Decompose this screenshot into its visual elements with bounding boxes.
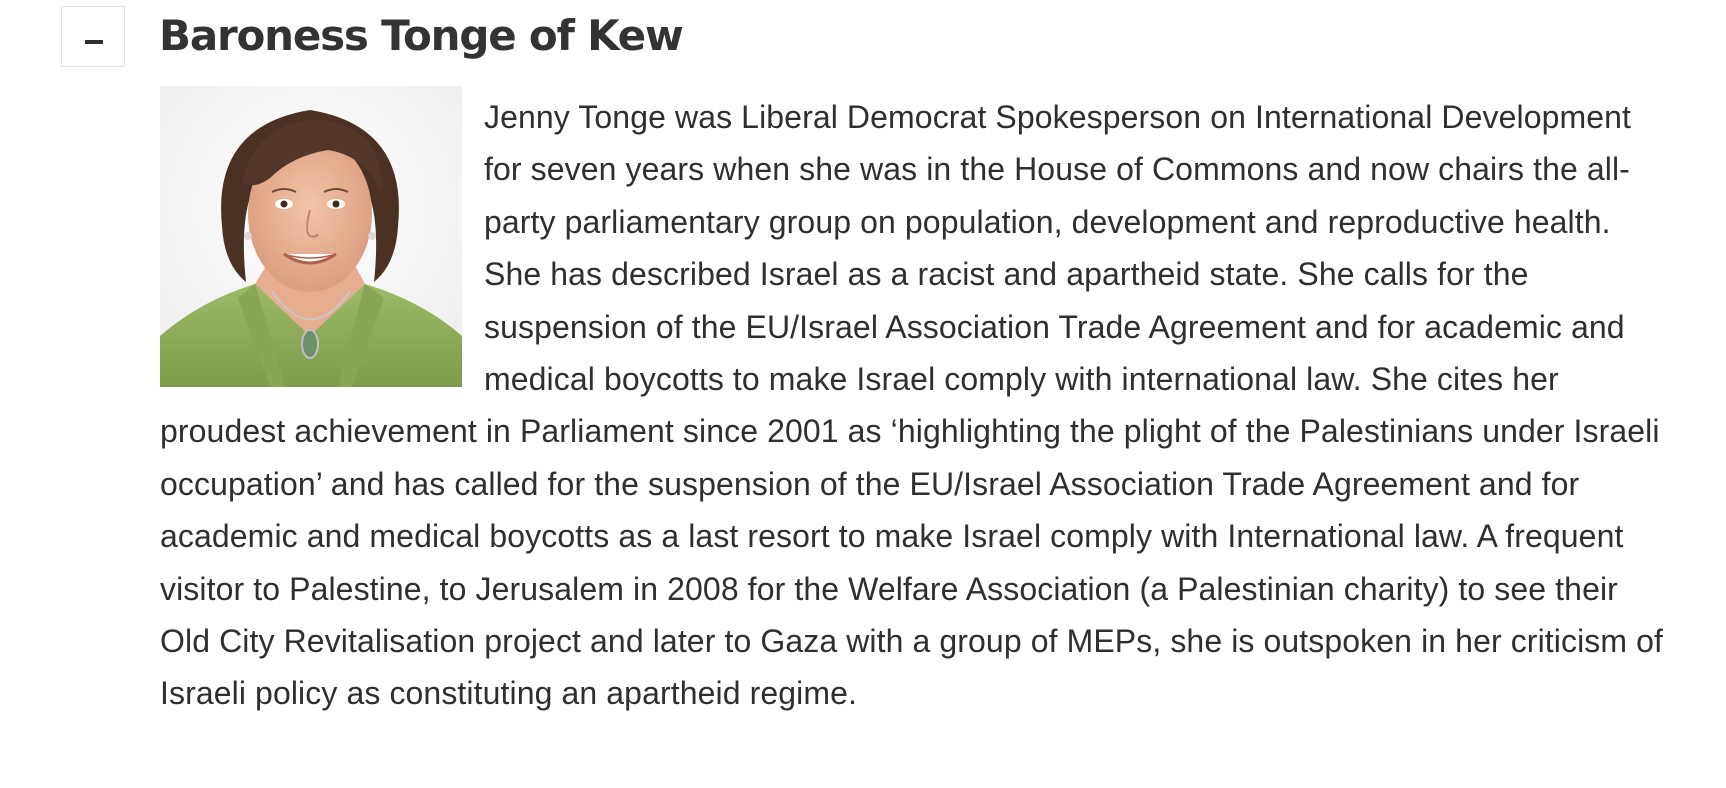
collapse-toggle-button[interactable] xyxy=(61,6,125,67)
portrait-photo xyxy=(160,86,462,387)
section-title: Baroness Tonge of Kew xyxy=(159,11,683,60)
bio-text: Jenny Tonge was Liberal Democrat Spokesperson on International Development for seven years when she was in the House of Commons and now chairs the all-party parliamentary group on population, development and reproductive health. She has described Israel as a racist and apartheid state. She calls for the suspension of the EU/Israel Association Trade Agreement and for academic and medical boycotts to make Israel comply with international law. She cites her proudest achievement in Parliament since 2001 as ‘highlighting the plight of the Palestinians under Israeli occupation’ and has called for the suspension of the EU/Israel Association Trade Agreement and for academic and medical boycotts as a last resort to make Israel comply with International law. A frequent visitor to Palestine, to Jerusalem in 2008 for the Welfare Association (a Palestinian charity) to see their Old City Revitalisation project and later to Gaza with a group of MEPs, she is outspoken in her criticism of Israeli policy as constituting an apartheid regime. xyxy=(160,99,1664,712)
minus-icon xyxy=(85,40,103,44)
bio-body xyxy=(160,86,1670,720)
